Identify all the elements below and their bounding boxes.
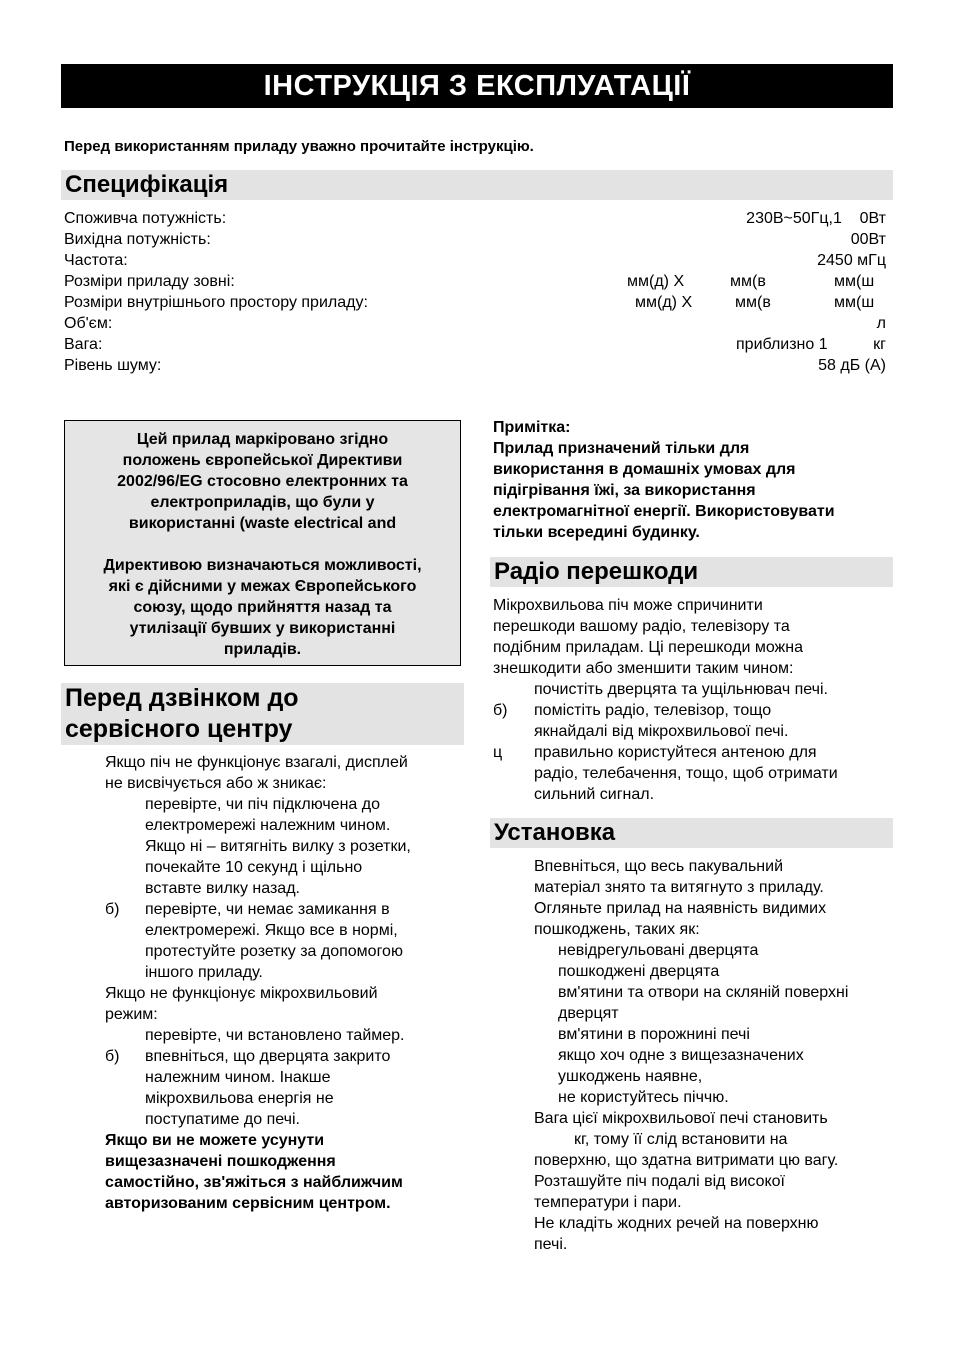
text-line: якщо хоч одне з вищезазначених — [558, 1047, 804, 1064]
text-line: електромагнітної енергії. Використовувати — [493, 503, 835, 520]
spec-value: мм(в — [730, 273, 766, 290]
text-line: Вага цієї мікрохвильової печі становить — [534, 1110, 828, 1127]
text-line: вставте вилку назад. — [145, 880, 300, 897]
text-line: впевніться, що дверцята закрито — [145, 1048, 391, 1065]
text-line: почекайте 10 секунд і щільно — [145, 859, 363, 876]
text-line: подібним приладам. Ці перешкоди можна — [493, 639, 803, 656]
weee-line: приладів. — [223, 641, 302, 658]
spec-label: Рівень шуму: — [64, 357, 162, 374]
list-marker: б) — [105, 901, 120, 918]
weee-line: Директивою визначаються можливості, — [103, 557, 422, 574]
text-line: авторизованим сервісним центром. — [105, 1195, 391, 1212]
text-line: не висвічується або ж зникає: — [105, 775, 327, 792]
text-line: Якщо піч не функціонує взагалі, дисплей — [105, 754, 408, 771]
spec-label: Об'єм: — [64, 315, 113, 332]
spec-value: приблизно 1 — [736, 336, 828, 353]
text-line: мікрохвильова енергія не — [145, 1090, 334, 1107]
spec-heading: Специфікація — [61, 170, 893, 200]
list-marker: б) — [105, 1048, 120, 1065]
spec-row — [64, 355, 886, 376]
spec-value: л — [876, 315, 886, 332]
spec-row — [64, 313, 886, 334]
text-line: протестуйте розетку за допомогою — [145, 943, 403, 960]
spec-label: Вихідна потужність: — [64, 231, 211, 248]
text-line: Якщо ні – витягніть вилку з розетки, — [145, 838, 411, 855]
text-line: кг, тому її слід встановити на — [574, 1131, 788, 1148]
weee-line: які є дійсними у межах Європейського — [108, 578, 417, 595]
weee-line: утилізації бувших у використанні — [129, 620, 396, 637]
spec-value: мм(д) X — [627, 273, 685, 290]
note-block — [493, 417, 893, 543]
text-line: Якщо ви не можете усунути — [105, 1132, 325, 1149]
text-line: радіо, телебачення, тощо, щоб отримати — [534, 765, 838, 782]
service-text — [64, 752, 464, 1214]
spec-row — [64, 292, 886, 313]
text-line: тільки всередині будинку. — [493, 524, 700, 541]
list-item — [493, 742, 893, 763]
spec-value: мм(в — [735, 294, 771, 311]
text-line: Якщо не функціонує мікрохвильовий — [105, 985, 378, 1002]
text-line: перевірте, чи немає замикання в — [145, 901, 390, 918]
text-line: іншого приладу. — [145, 964, 263, 981]
spec-row — [64, 334, 886, 355]
service-heading — [61, 683, 464, 745]
text-line: дверцят — [558, 1005, 619, 1022]
text-line: Не кладіть жодних речей на поверхню — [534, 1215, 819, 1232]
text-line: не користуйтесь піччю. — [558, 1089, 729, 1106]
text-line: самостійно, зв'яжіться з найближчим — [105, 1174, 403, 1191]
weee-line: 2002/96/EG стосовно електронних та — [117, 473, 408, 490]
text-line: пошкоджень, таких як: — [534, 921, 700, 938]
spec-value: 230В~50Гц,1 0Вт — [746, 210, 886, 227]
spec-row — [64, 208, 886, 229]
text-line: Огляньте прилад на наявність видимих — [534, 900, 827, 917]
spec-value: 58 дБ (А) — [818, 357, 886, 374]
text-line: Прилад призначений тільки для — [493, 440, 750, 457]
note-heading: Примітка: — [493, 419, 571, 436]
text-line: Розташуйте піч подалі від високої — [534, 1173, 785, 1190]
spec-value: мм(ш — [834, 273, 875, 290]
weee-line: Цей прилад маркіровано згідно — [136, 431, 389, 448]
text-line: знешкодити або зменшити таким чином: — [493, 660, 794, 677]
weee-line: положень європейської Директиви — [122, 452, 403, 469]
radio-heading: Радіо перешкоди — [490, 557, 893, 587]
install-heading: Установка — [490, 818, 893, 848]
spec-value: 2450 мГц — [817, 252, 886, 269]
text-line: пошкоджені дверцята — [558, 963, 720, 980]
spec-row — [64, 229, 886, 250]
text-line: Впевніться, що весь пакувальний — [534, 858, 784, 875]
text-line: електромережі належним чином. — [145, 817, 391, 834]
list-item — [493, 700, 893, 721]
spec-label: Розміри приладу зовні: — [64, 273, 235, 290]
text-line: вм'ятини в порожнині печі — [558, 1026, 750, 1043]
text-line: сильний сигнал. — [534, 786, 655, 803]
spec-label: Розміри внутрішнього простору приладу: — [64, 294, 368, 311]
text-line: почистіть дверцята та ущільнювач печі. — [534, 681, 828, 698]
service-heading-line: сервісного центру — [65, 715, 293, 743]
text-line: правильно користуйтеся антеною для — [534, 744, 817, 761]
text-line: використання в домашніх умовах для — [493, 461, 796, 478]
install-text — [493, 856, 893, 1255]
service-heading-line: Перед дзвінком до — [65, 684, 299, 712]
text-line: Мікрохвильова піч може спричинити — [493, 597, 763, 614]
weee-line: використанні (waste electrical and — [128, 515, 397, 532]
text-line: перевірте, чи встановлено таймер. — [145, 1027, 405, 1044]
text-line: електромережі. Якщо все в нормі, — [145, 922, 398, 939]
spec-row — [64, 250, 886, 271]
text-line: ушкоджень наявне, — [558, 1068, 703, 1085]
text-line: перевірте, чи піч підключена до — [145, 796, 380, 813]
text-line: якнайдалі від мікрохвильової печі. — [534, 723, 789, 740]
text-line: матеріал знято та витягнуто з приладу. — [534, 879, 824, 896]
weee-notice-box — [64, 420, 461, 666]
text-line: поверхню, що здатна витримати цю вагу. — [534, 1152, 839, 1169]
list-marker: б) — [493, 702, 508, 719]
spec-value: мм(ш — [834, 294, 875, 311]
list-item — [64, 899, 464, 920]
spec-value: кг — [873, 336, 886, 353]
spec-value: мм(д) X — [635, 294, 693, 311]
spec-label: Частота: — [64, 252, 128, 269]
text-line: вм'ятини та отвори на скляній поверхні — [558, 984, 849, 1001]
text-line: температури і пари. — [534, 1194, 682, 1211]
list-marker: ц — [493, 744, 503, 761]
text-line: невідрегульовані дверцята — [558, 942, 759, 959]
weee-line: електроприладів, що були у — [150, 494, 375, 511]
text-line: поступатиме до печі. — [145, 1111, 300, 1128]
spec-row — [64, 271, 886, 292]
text-line: підігрівання їжі, за використання — [493, 482, 756, 499]
text-line: перешкоди вашому радіо, телевізору та — [493, 618, 790, 635]
intro-text: Перед використанням приладу уважно прочитайте інструкцію. — [64, 138, 534, 155]
spec-label: Споживча потужність: — [64, 210, 227, 227]
spec-value: 00Вт — [850, 231, 886, 248]
text-line: помістіть радіо, телевізор, тощо — [534, 702, 772, 719]
weee-line: союзу, щодо прийняття назад та — [133, 599, 392, 616]
text-line: режим: — [105, 1006, 158, 1023]
text-line: печі. — [534, 1236, 568, 1253]
radio-text — [493, 595, 893, 805]
text-line: вищезазначені пошкодження — [105, 1153, 336, 1170]
text-line: належним чином. Інакше — [145, 1069, 331, 1086]
list-item — [64, 1046, 464, 1067]
spec-label: Вага: — [64, 336, 103, 353]
page-title: ІНСТРУКЦІЯ З ЕКСПЛУАТАЦІЇ — [61, 64, 893, 108]
